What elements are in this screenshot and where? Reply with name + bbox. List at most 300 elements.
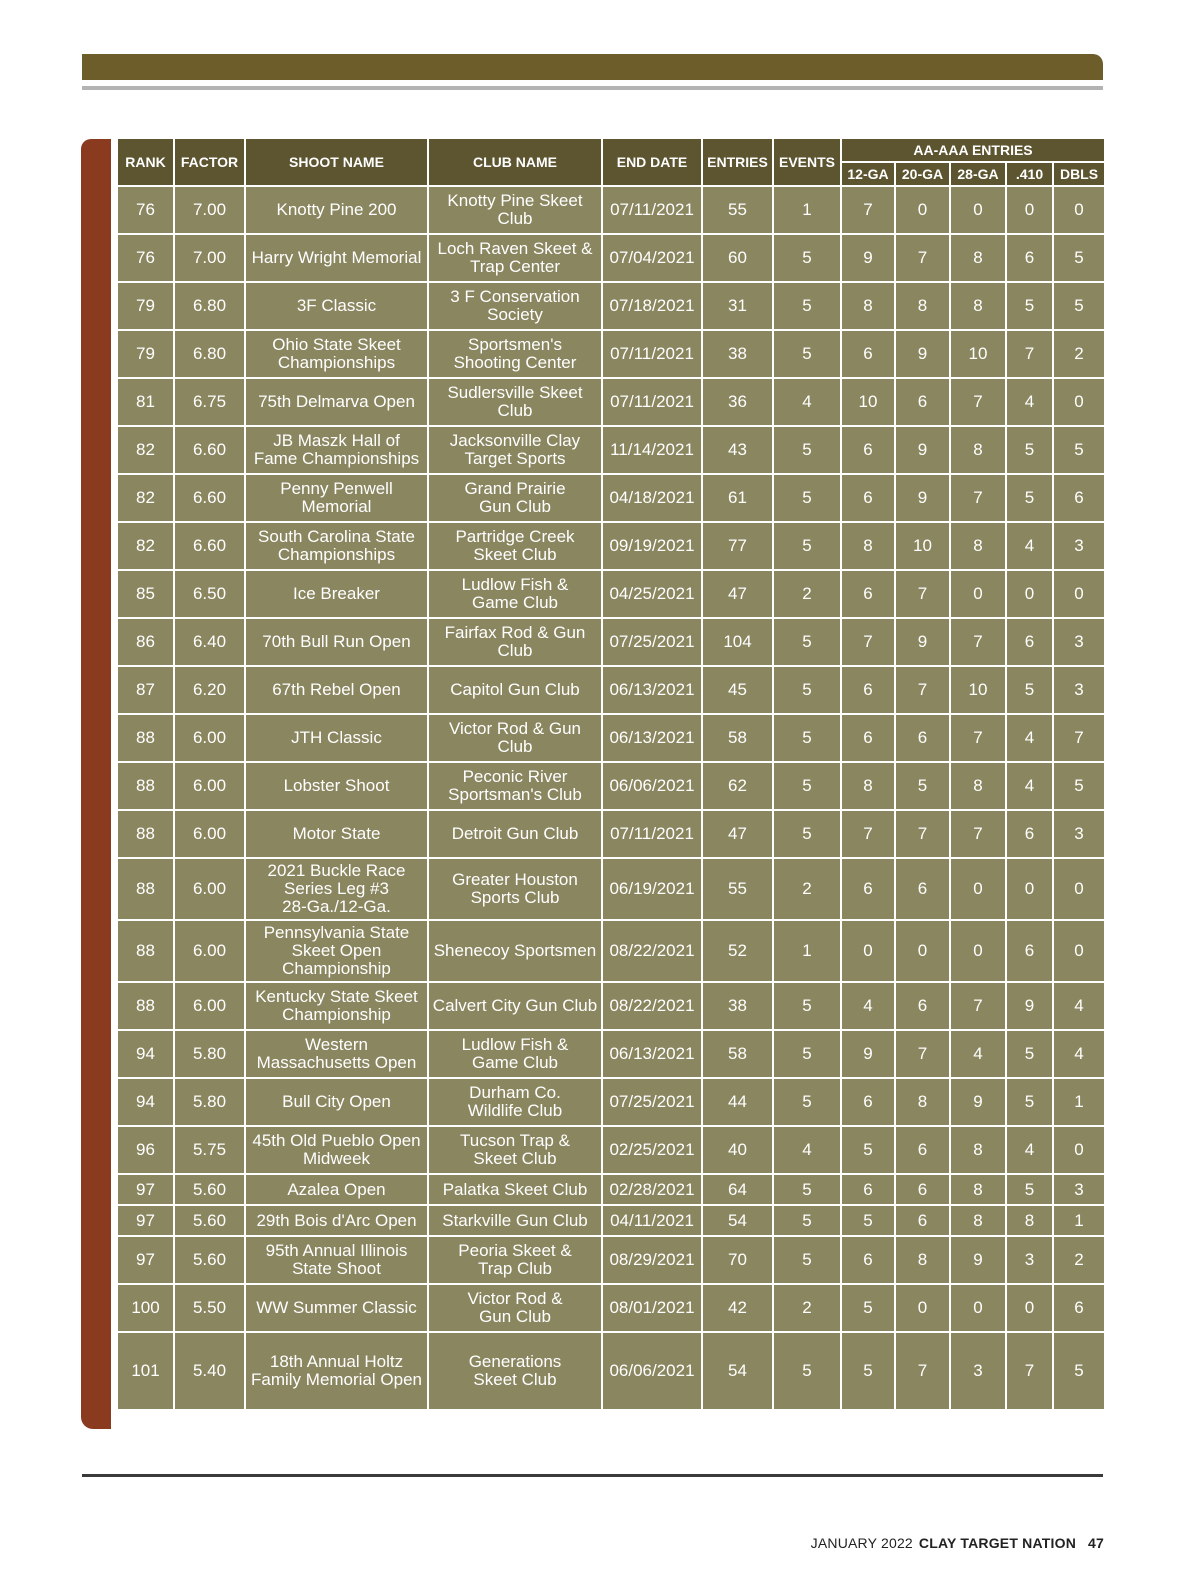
cell-shoot-name: Ohio State Skeet Championships [245, 330, 428, 378]
cell-20-ga: 6 [895, 378, 950, 426]
cell-20-ga: 7 [895, 810, 950, 858]
cell-club-name: Ludlow Fish & Game Club [428, 1030, 602, 1078]
cell-factor: 6.00 [174, 762, 245, 810]
cell-end-date: 07/11/2021 [602, 378, 702, 426]
cell-club-name: Loch Raven Skeet & Trap Center [428, 234, 602, 282]
cell-410: 4 [1006, 1126, 1053, 1174]
table-row [117, 378, 1105, 426]
cell-28-ga: 0 [950, 858, 1006, 920]
cell-12-ga: 6 [841, 1236, 895, 1284]
cell-end-date: 04/25/2021 [602, 570, 702, 618]
cell-club-name: Victor Rod & Gun Club [428, 1284, 602, 1332]
cell-end-date: 06/13/2021 [602, 714, 702, 762]
cell-28-ga: 7 [950, 810, 1006, 858]
cell-28-ga: 7 [950, 474, 1006, 522]
cell-20-ga: 9 [895, 330, 950, 378]
cell-12-ga: 10 [841, 378, 895, 426]
footer-issue-date: JANUARY 2022 [810, 1535, 913, 1551]
cell-20-ga: 7 [895, 570, 950, 618]
cell-410: 5 [1006, 1174, 1053, 1205]
cell-dbls: 0 [1053, 570, 1105, 618]
cell-end-date: 07/25/2021 [602, 618, 702, 666]
cell-410: 5 [1006, 426, 1053, 474]
table-row [117, 618, 1105, 666]
cell-club-name: Calvert City Gun Club [428, 982, 602, 1030]
cell-events: 5 [773, 1236, 841, 1284]
cell-12-ga: 9 [841, 234, 895, 282]
cell-entries: 38 [702, 982, 773, 1030]
cell-end-date: 11/14/2021 [602, 426, 702, 474]
cell-20-ga: 9 [895, 618, 950, 666]
cell-dbls: 5 [1053, 426, 1105, 474]
table-row [117, 920, 1105, 982]
cell-factor: 5.75 [174, 1126, 245, 1174]
header-20-ga: 20-GA [895, 162, 950, 186]
cell-events: 1 [773, 186, 841, 234]
cell-rank: 86 [117, 618, 174, 666]
cell-20-ga: 6 [895, 1126, 950, 1174]
cell-rank: 82 [117, 474, 174, 522]
cell-410: 5 [1006, 282, 1053, 330]
cell-12-ga: 6 [841, 474, 895, 522]
cell-12-ga: 6 [841, 858, 895, 920]
cell-factor: 6.80 [174, 282, 245, 330]
cell-410: 4 [1006, 522, 1053, 570]
header-shoot-name: SHOOT NAME [245, 138, 428, 186]
cell-entries: 104 [702, 618, 773, 666]
cell-rank: 97 [117, 1174, 174, 1205]
table-row [117, 666, 1105, 714]
table-row [117, 1078, 1105, 1126]
cell-entries: 47 [702, 570, 773, 618]
cell-410: 3 [1006, 1236, 1053, 1284]
cell-rank: 76 [117, 234, 174, 282]
cell-12-ga: 9 [841, 1030, 895, 1078]
header-factor: FACTOR [174, 138, 245, 186]
cell-club-name: Ludlow Fish & Game Club [428, 570, 602, 618]
footer-magazine-title: CLAY TARGET NATION [918, 1535, 1077, 1551]
cell-12-ga: 5 [841, 1332, 895, 1410]
cell-28-ga: 0 [950, 1284, 1006, 1332]
cell-12-ga: 8 [841, 282, 895, 330]
cell-factor: 6.00 [174, 810, 245, 858]
cell-events: 5 [773, 522, 841, 570]
cell-club-name: Peconic River Sportsman's Club [428, 762, 602, 810]
cell-entries: 54 [702, 1332, 773, 1410]
cell-factor: 7.00 [174, 234, 245, 282]
cell-club-name: Shenecoy Sportsmen [428, 920, 602, 982]
cell-12-ga: 5 [841, 1126, 895, 1174]
cell-20-ga: 0 [895, 1284, 950, 1332]
cell-dbls: 0 [1053, 1126, 1105, 1174]
cell-rank: 94 [117, 1030, 174, 1078]
cell-entries: 47 [702, 810, 773, 858]
cell-dbls: 5 [1053, 234, 1105, 282]
cell-club-name: Peoria Skeet & Trap Club [428, 1236, 602, 1284]
cell-20-ga: 8 [895, 1078, 950, 1126]
cell-28-ga: 8 [950, 1126, 1006, 1174]
cell-shoot-name: 95th Annual Illinois State Shoot [245, 1236, 428, 1284]
cell-20-ga: 7 [895, 1030, 950, 1078]
cell-end-date: 08/29/2021 [602, 1236, 702, 1284]
cell-entries: 52 [702, 920, 773, 982]
header-dbls: DBLS [1053, 162, 1105, 186]
cell-factor: 6.00 [174, 920, 245, 982]
cell-12-ga: 6 [841, 666, 895, 714]
cell-rank: 100 [117, 1284, 174, 1332]
cell-dbls: 6 [1053, 474, 1105, 522]
cell-dbls: 5 [1053, 1332, 1105, 1410]
table-row [117, 1284, 1105, 1332]
cell-factor: 5.80 [174, 1030, 245, 1078]
cell-shoot-name: JTH Classic [245, 714, 428, 762]
cell-entries: 44 [702, 1078, 773, 1126]
cell-dbls: 1 [1053, 1078, 1105, 1126]
cell-12-ga: 6 [841, 714, 895, 762]
table-row [117, 982, 1105, 1030]
side-accent-bar [81, 139, 111, 1429]
cell-20-ga: 6 [895, 858, 950, 920]
table-row [117, 474, 1105, 522]
cell-events: 5 [773, 762, 841, 810]
cell-410: 0 [1006, 186, 1053, 234]
table-row [117, 858, 1105, 920]
table-row [117, 522, 1105, 570]
cell-end-date: 06/06/2021 [602, 1332, 702, 1410]
cell-factor: 6.60 [174, 474, 245, 522]
cell-12-ga: 8 [841, 522, 895, 570]
cell-rank: 88 [117, 920, 174, 982]
cell-entries: 38 [702, 330, 773, 378]
cell-shoot-name: Pennsylvania State Skeet Open Championship [245, 920, 428, 982]
cell-events: 5 [773, 982, 841, 1030]
cell-20-ga: 6 [895, 714, 950, 762]
cell-shoot-name: Motor State [245, 810, 428, 858]
cell-dbls: 0 [1053, 186, 1105, 234]
cell-28-ga: 7 [950, 378, 1006, 426]
cell-shoot-name: 75th Delmarva Open [245, 378, 428, 426]
cell-12-ga: 4 [841, 982, 895, 1030]
cell-12-ga: 7 [841, 618, 895, 666]
cell-20-ga: 0 [895, 920, 950, 982]
cell-20-ga: 0 [895, 186, 950, 234]
cell-end-date: 08/22/2021 [602, 982, 702, 1030]
cell-events: 5 [773, 1332, 841, 1410]
cell-12-ga: 6 [841, 330, 895, 378]
cell-events: 2 [773, 858, 841, 920]
cell-20-ga: 8 [895, 1236, 950, 1284]
cell-12-ga: 5 [841, 1205, 895, 1236]
cell-club-name: Generations Skeet Club [428, 1332, 602, 1410]
cell-events: 5 [773, 426, 841, 474]
cell-events: 2 [773, 1284, 841, 1332]
cell-28-ga: 0 [950, 920, 1006, 982]
cell-410: 8 [1006, 1205, 1053, 1236]
cell-20-ga: 6 [895, 982, 950, 1030]
cell-dbls: 3 [1053, 1174, 1105, 1205]
table-row [117, 234, 1105, 282]
header-12-ga: 12-GA [841, 162, 895, 186]
cell-entries: 58 [702, 1030, 773, 1078]
cell-end-date: 04/11/2021 [602, 1205, 702, 1236]
cell-end-date: 06/06/2021 [602, 762, 702, 810]
cell-end-date: 08/01/2021 [602, 1284, 702, 1332]
cell-20-ga: 6 [895, 1205, 950, 1236]
cell-events: 5 [773, 1078, 841, 1126]
cell-rank: 79 [117, 282, 174, 330]
cell-28-ga: 7 [950, 618, 1006, 666]
cell-club-name: Fairfax Rod & Gun Club [428, 618, 602, 666]
cell-factor: 5.80 [174, 1078, 245, 1126]
top-color-band [82, 54, 1103, 80]
header-rank: RANK [117, 138, 174, 186]
table-row [117, 282, 1105, 330]
cell-entries: 70 [702, 1236, 773, 1284]
cell-entries: 31 [702, 282, 773, 330]
table-row [117, 762, 1105, 810]
cell-28-ga: 9 [950, 1078, 1006, 1126]
cell-shoot-name: Harry Wright Memorial [245, 234, 428, 282]
cell-28-ga: 8 [950, 282, 1006, 330]
cell-events: 5 [773, 330, 841, 378]
cell-28-ga: 7 [950, 982, 1006, 1030]
table-row [117, 810, 1105, 858]
cell-12-ga: 8 [841, 762, 895, 810]
cell-factor: 6.00 [174, 858, 245, 920]
header-410: .410 [1006, 162, 1053, 186]
cell-shoot-name: 29th Bois d'Arc Open [245, 1205, 428, 1236]
cell-events: 5 [773, 666, 841, 714]
cell-28-ga: 8 [950, 522, 1006, 570]
cell-events: 2 [773, 570, 841, 618]
cell-club-name: Victor Rod & Gun Club [428, 714, 602, 762]
cell-20-ga: 9 [895, 426, 950, 474]
cell-club-name: Greater Houston Sports Club [428, 858, 602, 920]
cell-entries: 61 [702, 474, 773, 522]
cell-410: 6 [1006, 234, 1053, 282]
cell-club-name: 3 F Conservation Society [428, 282, 602, 330]
cell-entries: 64 [702, 1174, 773, 1205]
cell-end-date: 02/25/2021 [602, 1126, 702, 1174]
cell-end-date: 04/18/2021 [602, 474, 702, 522]
cell-factor: 6.60 [174, 426, 245, 474]
cell-events: 4 [773, 378, 841, 426]
cell-28-ga: 10 [950, 666, 1006, 714]
cell-28-ga: 7 [950, 714, 1006, 762]
cell-end-date: 07/11/2021 [602, 186, 702, 234]
table-row [117, 186, 1105, 234]
cell-20-ga: 9 [895, 474, 950, 522]
cell-factor: 6.60 [174, 522, 245, 570]
cell-shoot-name: 70th Bull Run Open [245, 618, 428, 666]
cell-entries: 42 [702, 1284, 773, 1332]
cell-20-ga: 5 [895, 762, 950, 810]
cell-end-date: 06/13/2021 [602, 1030, 702, 1078]
cell-club-name: Grand Prairie Gun Club [428, 474, 602, 522]
cell-rank: 88 [117, 714, 174, 762]
cell-410: 9 [1006, 982, 1053, 1030]
cell-end-date: 07/11/2021 [602, 810, 702, 858]
cell-shoot-name: 2021 Buckle Race Series Leg #3 28-Ga./12-Ga. [245, 858, 428, 920]
cell-shoot-name: Penny Penwell Memorial [245, 474, 428, 522]
cell-rank: 82 [117, 426, 174, 474]
cell-end-date: 06/13/2021 [602, 666, 702, 714]
table-row [117, 714, 1105, 762]
cell-dbls: 4 [1053, 982, 1105, 1030]
cell-dbls: 6 [1053, 1284, 1105, 1332]
table-row [117, 570, 1105, 618]
cell-club-name: Partridge Creek Skeet Club [428, 522, 602, 570]
cell-410: 7 [1006, 1332, 1053, 1410]
cell-entries: 77 [702, 522, 773, 570]
cell-410: 4 [1006, 378, 1053, 426]
cell-factor: 6.40 [174, 618, 245, 666]
table-row [117, 1236, 1105, 1284]
cell-dbls: 2 [1053, 330, 1105, 378]
rankings-table [116, 137, 1106, 1411]
cell-dbls: 0 [1053, 920, 1105, 982]
cell-entries: 40 [702, 1126, 773, 1174]
cell-20-ga: 7 [895, 1332, 950, 1410]
cell-28-ga: 8 [950, 426, 1006, 474]
cell-410: 0 [1006, 570, 1053, 618]
table-row [117, 1332, 1105, 1410]
cell-entries: 58 [702, 714, 773, 762]
cell-entries: 55 [702, 858, 773, 920]
cell-rank: 88 [117, 762, 174, 810]
cell-dbls: 1 [1053, 1205, 1105, 1236]
cell-rank: 88 [117, 982, 174, 1030]
cell-12-ga: 7 [841, 186, 895, 234]
table-row [117, 1205, 1105, 1236]
cell-rank: 76 [117, 186, 174, 234]
cell-dbls: 0 [1053, 378, 1105, 426]
cell-club-name: Palatka Skeet Club [428, 1174, 602, 1205]
cell-rank: 96 [117, 1126, 174, 1174]
cell-20-ga: 10 [895, 522, 950, 570]
cell-dbls: 3 [1053, 810, 1105, 858]
cell-20-ga: 7 [895, 666, 950, 714]
cell-rank: 97 [117, 1205, 174, 1236]
cell-20-ga: 8 [895, 282, 950, 330]
cell-shoot-name: South Carolina State Championships [245, 522, 428, 570]
cell-shoot-name: 45th Old Pueblo Open Midweek [245, 1126, 428, 1174]
cell-rank: 94 [117, 1078, 174, 1126]
cell-factor: 5.50 [174, 1284, 245, 1332]
cell-factor: 5.40 [174, 1332, 245, 1410]
cell-rank: 101 [117, 1332, 174, 1410]
cell-12-ga: 6 [841, 426, 895, 474]
cell-shoot-name: 3F Classic [245, 282, 428, 330]
cell-rank: 82 [117, 522, 174, 570]
cell-end-date: 07/18/2021 [602, 282, 702, 330]
top-rule [82, 86, 1103, 90]
cell-410: 6 [1006, 618, 1053, 666]
table-row [117, 1174, 1105, 1205]
cell-12-ga: 7 [841, 810, 895, 858]
cell-events: 5 [773, 1174, 841, 1205]
cell-dbls: 3 [1053, 618, 1105, 666]
cell-club-name: Sportsmen's Shooting Center [428, 330, 602, 378]
cell-end-date: 02/28/2021 [602, 1174, 702, 1205]
footer-page-number: 47 [1088, 1535, 1104, 1551]
cell-factor: 7.00 [174, 186, 245, 234]
cell-dbls: 5 [1053, 282, 1105, 330]
cell-12-ga: 6 [841, 1174, 895, 1205]
cell-dbls: 3 [1053, 666, 1105, 714]
table-row [117, 1126, 1105, 1174]
cell-shoot-name: JB Maszk Hall of Fame Championships [245, 426, 428, 474]
cell-410: 6 [1006, 810, 1053, 858]
cell-club-name: Jacksonville Clay Target Sports [428, 426, 602, 474]
cell-rank: 85 [117, 570, 174, 618]
cell-410: 4 [1006, 762, 1053, 810]
cell-events: 5 [773, 282, 841, 330]
cell-factor: 5.60 [174, 1174, 245, 1205]
cell-dbls: 3 [1053, 522, 1105, 570]
cell-shoot-name: Lobster Shoot [245, 762, 428, 810]
header-club-name: CLUB NAME [428, 138, 602, 186]
cell-dbls: 7 [1053, 714, 1105, 762]
cell-12-ga: 6 [841, 1078, 895, 1126]
cell-410: 5 [1006, 666, 1053, 714]
cell-events: 5 [773, 1030, 841, 1078]
bottom-rule [82, 1474, 1103, 1477]
cell-28-ga: 0 [950, 570, 1006, 618]
cell-factor: 6.00 [174, 714, 245, 762]
cell-events: 5 [773, 474, 841, 522]
header-events: EVENTS [773, 138, 841, 186]
cell-entries: 36 [702, 378, 773, 426]
cell-410: 5 [1006, 474, 1053, 522]
cell-shoot-name: Azalea Open [245, 1174, 428, 1205]
cell-club-name: Starkville Gun Club [428, 1205, 602, 1236]
cell-end-date: 07/04/2021 [602, 234, 702, 282]
cell-rank: 79 [117, 330, 174, 378]
cell-dbls: 2 [1053, 1236, 1105, 1284]
cell-410: 5 [1006, 1078, 1053, 1126]
header-end-date: END DATE [602, 138, 702, 186]
cell-end-date: 06/19/2021 [602, 858, 702, 920]
cell-shoot-name: Ice Breaker [245, 570, 428, 618]
cell-club-name: Detroit Gun Club [428, 810, 602, 858]
cell-410: 0 [1006, 858, 1053, 920]
cell-shoot-name: 18th Annual Holtz Family Memorial Open [245, 1332, 428, 1410]
cell-28-ga: 8 [950, 762, 1006, 810]
page-footer [811, 1535, 1104, 1551]
cell-club-name: Capitol Gun Club [428, 666, 602, 714]
cell-rank: 97 [117, 1236, 174, 1284]
cell-20-ga: 6 [895, 1174, 950, 1205]
cell-28-ga: 10 [950, 330, 1006, 378]
cell-factor: 6.50 [174, 570, 245, 618]
cell-rank: 88 [117, 810, 174, 858]
cell-410: 0 [1006, 1284, 1053, 1332]
cell-end-date: 08/22/2021 [602, 920, 702, 982]
cell-410: 4 [1006, 714, 1053, 762]
cell-shoot-name: Kentucky State Skeet Championship [245, 982, 428, 1030]
cell-end-date: 07/25/2021 [602, 1078, 702, 1126]
cell-events: 5 [773, 1205, 841, 1236]
cell-28-ga: 0 [950, 186, 1006, 234]
cell-entries: 45 [702, 666, 773, 714]
cell-shoot-name: 67th Rebel Open [245, 666, 428, 714]
cell-410: 5 [1006, 1030, 1053, 1078]
header-entries: ENTRIES [702, 138, 773, 186]
cell-events: 4 [773, 1126, 841, 1174]
cell-factor: 6.80 [174, 330, 245, 378]
cell-shoot-name: Knotty Pine 200 [245, 186, 428, 234]
